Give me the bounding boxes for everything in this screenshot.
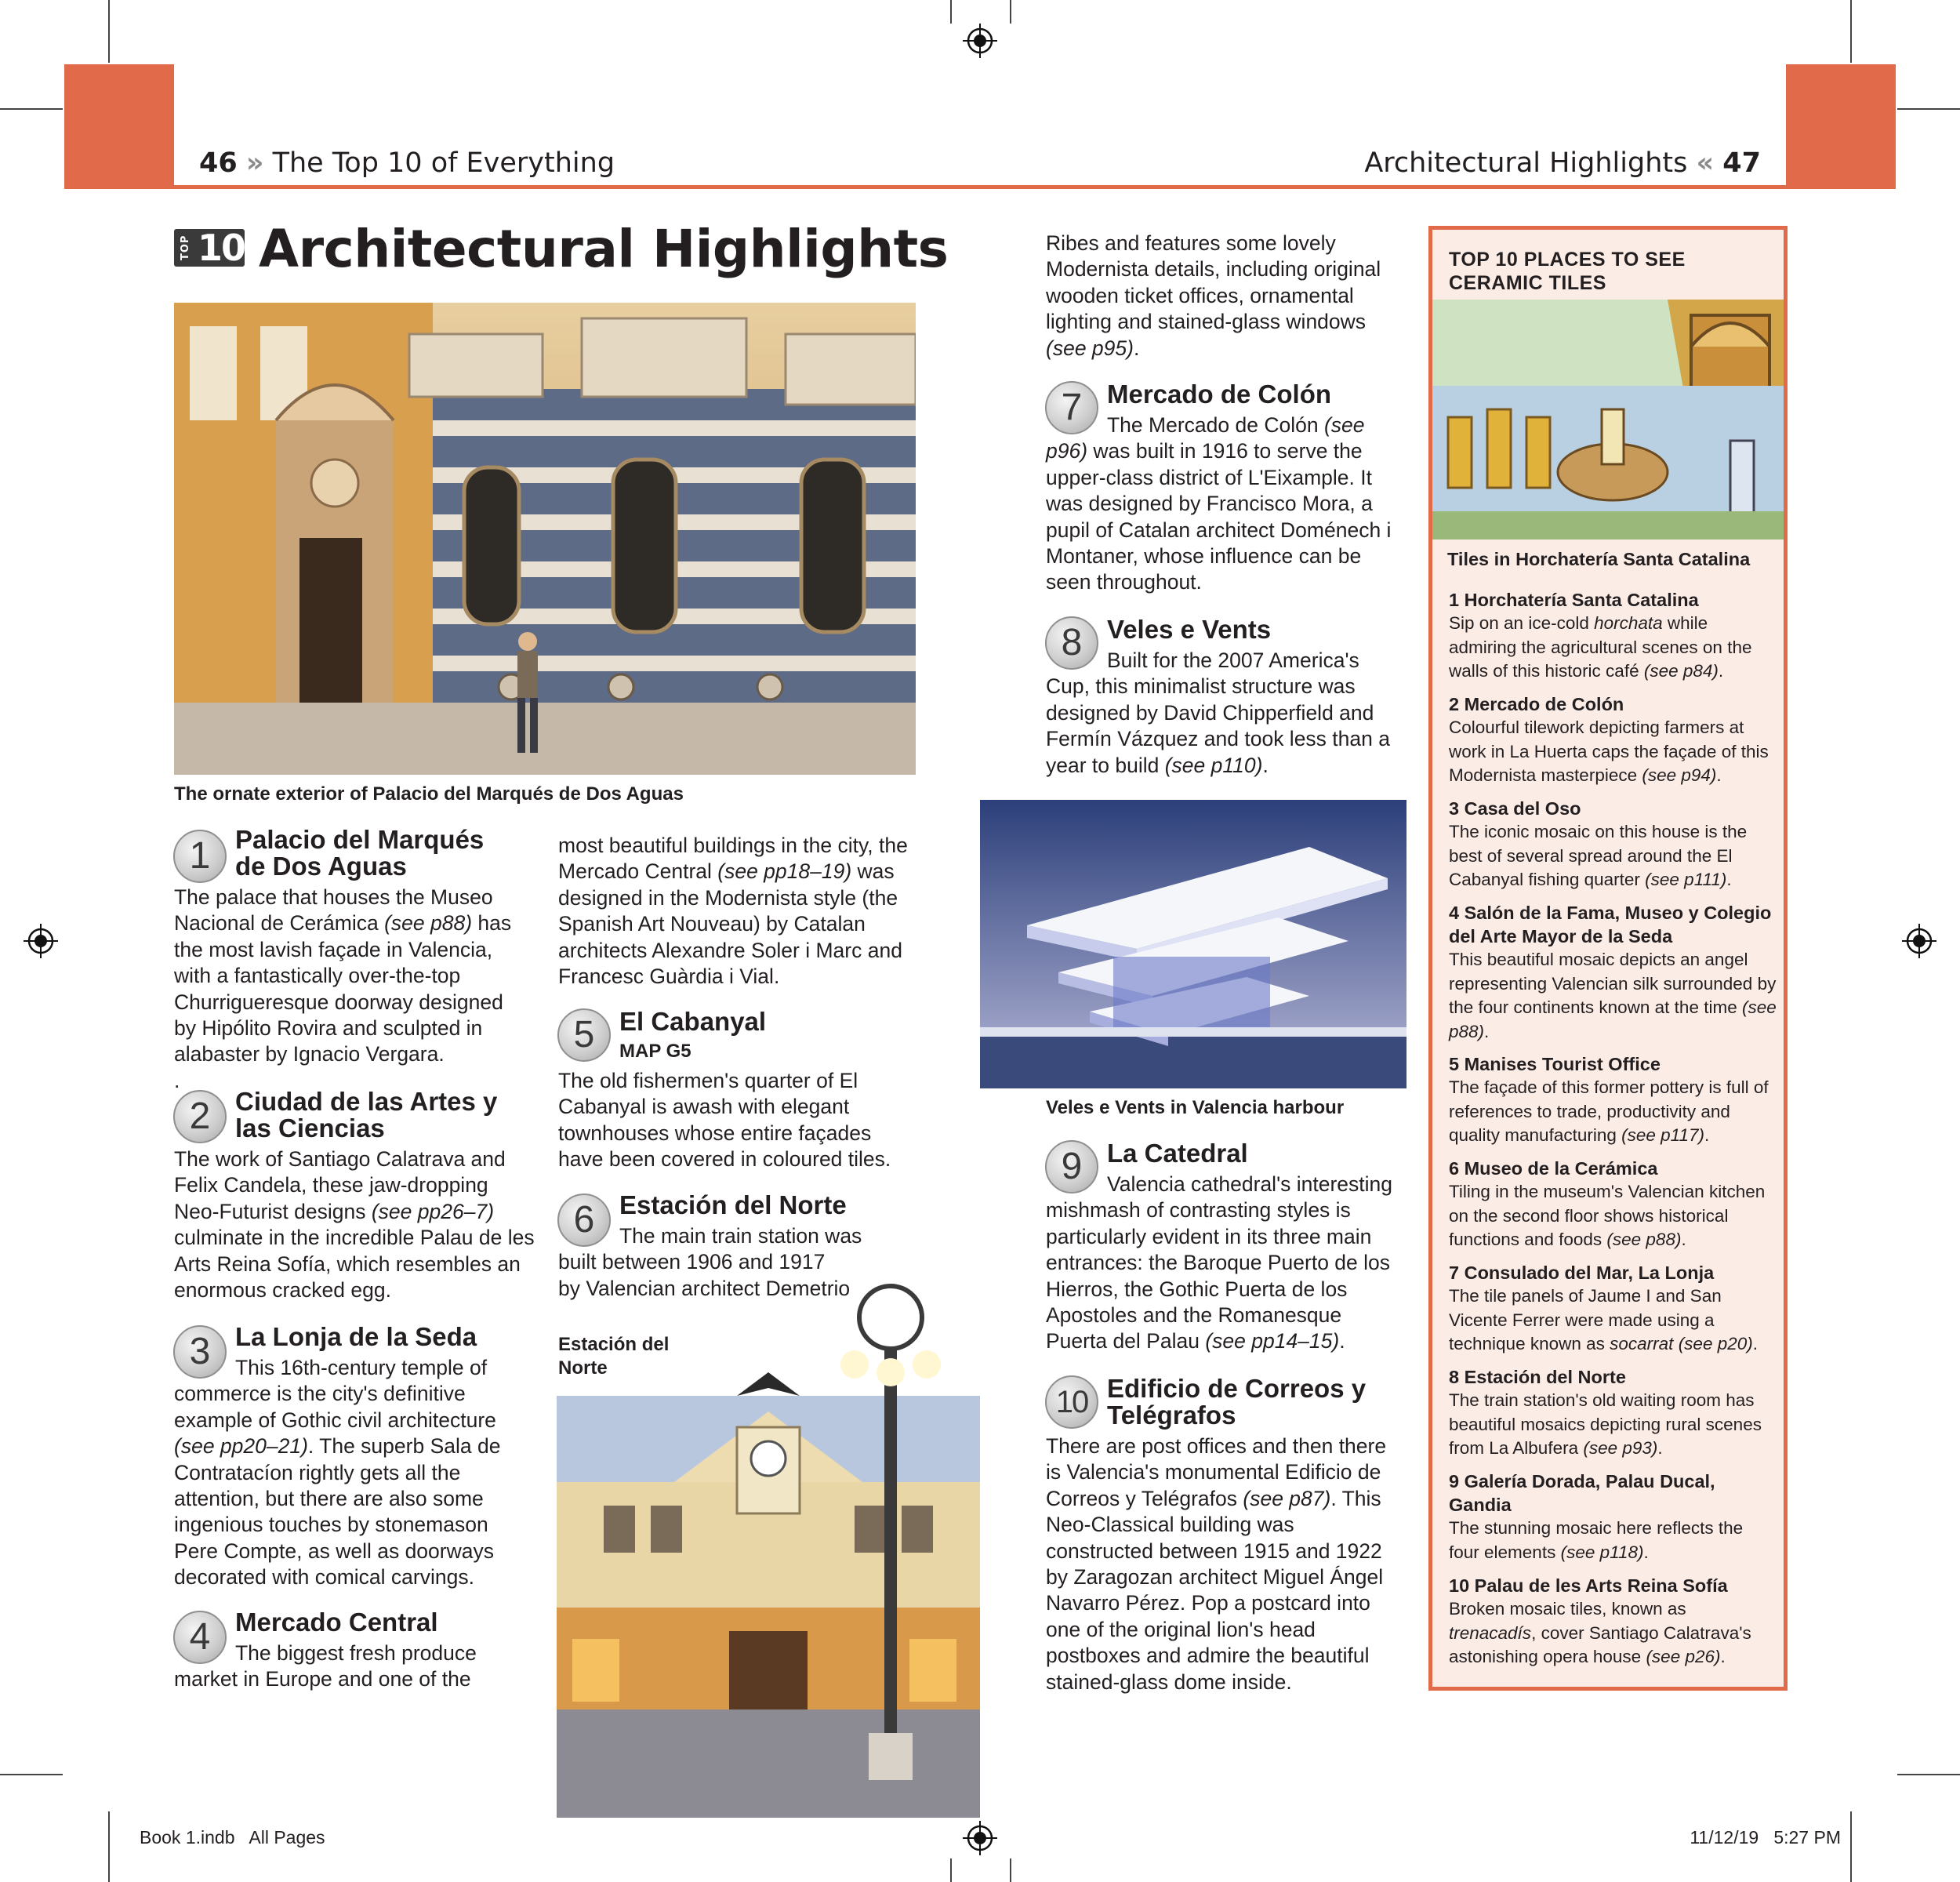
entry-title-3: La Lonja de la Seda xyxy=(235,1322,477,1351)
sidebar-title: TOP 10 PLACES TO SEE CERAMIC TILES xyxy=(1449,249,1686,294)
crop-mark xyxy=(1850,1811,1852,1882)
sidebar-item-10-text: Broken mosaic tiles, known as trenacadís, cover Santiago Calatrava's astonishing opera house (see p26). xyxy=(1449,1599,1751,1666)
sidebar-item-4-title: 4 Salón de la Fama, Museo y Colegio del Arte Mayor de la Seda xyxy=(1449,903,1772,946)
entry-title-7: Mercado de Colón xyxy=(1107,380,1332,409)
header-rule xyxy=(64,185,1896,189)
entry-text-4b: most beautiful buildings in the city, the Mercado Central (see pp18–19) was designed in the Modernista style (the Spanish Art Nouveau) by Catalan architects Alexandre Soler i Marc and Francesc Guàrdia i Vial. xyxy=(558,834,908,989)
stray-mark: . xyxy=(174,1069,180,1092)
sidebar-item-1-title: 1 Horchatería Santa Catalina xyxy=(1449,590,1699,610)
entry-number-7: 7 xyxy=(1045,381,1098,434)
crop-mark xyxy=(1897,1774,1960,1775)
page-number-right: 47 xyxy=(1722,147,1761,179)
entry-text-1: The palace that houses the Museo Nacional de Cerámica (see p88) has the most lavish façade in Valencia, with a fantastically over-the-top Churrigueresque doorway designed by Hipólito Rovira and sculpted in alabaster by Ignacio Vergara. xyxy=(174,885,512,1066)
entry-title-4: Mercado Central xyxy=(235,1608,438,1637)
entry-number-1: 1 xyxy=(173,830,227,883)
entry-text-5: The old fishermen's quarter of El Cabanyal is awash with elegant townhouses whose entire façades have been covered in coloured tiles. xyxy=(558,1069,891,1172)
sidebar-item-2-text: Colourful tilework depicting farmers at work in La Huerta caps the façade of this Modernista masterpiece (see p94). xyxy=(1449,718,1769,785)
entry-text-4a xyxy=(174,1640,524,1694)
entry-title-10: Edificio de Correos y Telégrafos xyxy=(1107,1374,1367,1430)
entry-text-9: Valencia cathedral's interesting mishmash of contrasting styles is particularly evident in its three main entrances: the Baroque Puerto de los Hierros, the Gothic Puerta de los Apostoles and the Romanesque Puerta del Palau (see pp14–15). xyxy=(1046,1172,1392,1353)
tiles-caption: Tiles in Horchatería Santa Catalina xyxy=(1447,549,1751,569)
entry-number-5: 5 xyxy=(557,1008,611,1062)
entry-text-10: There are post offices and then there is Valencia's monumental Edificio de Correos y Telégrafos (see p87). This Neo-Classical building was constructed between 1915 and 1922 by Zaragozan architect Miguel Ángel Navarro Pérez. Pop a postcard into one of the original lion's head postboxes and admire the beautiful stained-glass dome inside. xyxy=(1046,1434,1387,1694)
crop-mark xyxy=(1850,0,1852,63)
registration-mark-icon xyxy=(963,1821,997,1855)
sidebar-item-5-title: 5 Manises Tourist Office xyxy=(1449,1054,1661,1074)
veles-caption: Veles e Vents in Valencia harbour xyxy=(1046,1097,1345,1118)
registration-mark-icon xyxy=(24,924,58,958)
sidebar-item-9-title: 9 Galería Dorada, Palau Ducal, Gandia xyxy=(1449,1471,1715,1515)
top10-badge xyxy=(174,229,245,267)
sidebar-item-2-title: 2 Mercado de Colón xyxy=(1449,694,1624,714)
header-tab-right xyxy=(1786,64,1896,188)
entry-text-6c: Ribes and features some lovely Modernista details, including original wooden ticket offices, ornamental lighting and stained-glass windows (see p95). xyxy=(1046,231,1381,360)
badge-ten-label: 10 xyxy=(198,227,245,269)
crop-mark xyxy=(0,1774,63,1775)
page-number-left: 46 xyxy=(199,147,238,179)
entry-number-6: 6 xyxy=(557,1194,611,1247)
running-head-left-title: The Top 10 of Everything xyxy=(272,147,615,179)
footer-file-info: Book 1.indb All Pages xyxy=(140,1827,325,1847)
entry-title-6: Estación del Norte xyxy=(619,1190,847,1219)
palacio-illustration xyxy=(174,303,916,775)
entry-text-8: Built for the 2007 America's Cup, this minimalist structure was designed by David Chipperfield and Fermín Vázquez and took less than a year to build (see p110). xyxy=(1046,649,1390,777)
header-tab-left xyxy=(64,64,174,188)
crop-mark xyxy=(108,0,110,63)
entry-number-10: 10 xyxy=(1045,1375,1098,1429)
entry-number-3: 3 xyxy=(173,1325,227,1379)
sidebar-item-6-text: Tiling in the museum's Valencian kitchen on the second floor shows historical functions and foods (see p88). xyxy=(1449,1182,1766,1249)
page-title: Architectural Highlights xyxy=(259,219,949,279)
sidebar-item-5-text: The façade of this former pottery is full of references to trade, productivity and quality manufacturing (see p117). xyxy=(1449,1077,1769,1145)
chevron-left-icon: « xyxy=(1696,147,1715,179)
sidebar-item-4-text: This beautiful mosaic depicts an angel representing Valencian silk surrounded by the four continents known at the time (see p88). xyxy=(1449,950,1777,1041)
badge-top-label: TOP xyxy=(180,234,191,261)
palacio-caption: The ornate exterior of Palacio del Marqués de Dos Aguas xyxy=(174,783,684,805)
entry-number-8: 8 xyxy=(1045,616,1098,670)
sidebar-item-8-title: 8 Estación del Norte xyxy=(1449,1367,1626,1387)
crop-mark xyxy=(108,1811,110,1882)
tiles-photo xyxy=(1432,300,1784,540)
sidebar-item-6-title: 6 Museo de la Cerámica xyxy=(1449,1158,1658,1179)
entry-text-6a: The main train station was built between 1906 and 1917 xyxy=(558,1224,862,1274)
sidebar-item-3-title: 3 Casa del Oso xyxy=(1449,798,1581,819)
sidebar-item-10-title: 10 Palau de les Arts Reina Sofía xyxy=(1449,1575,1728,1596)
crop-mark xyxy=(950,1858,952,1882)
entry-title-8: Veles e Vents xyxy=(1107,615,1272,644)
entry-text-4-start: The biggest fresh produce market in Europe and one of the xyxy=(174,1641,477,1691)
veles-photo xyxy=(980,800,1406,1088)
sidebar-item-9-text: The stunning mosaic here reflects the four elements (see p118). xyxy=(1449,1518,1744,1562)
entry-number-9: 9 xyxy=(1045,1140,1098,1194)
entry-number-2: 2 xyxy=(173,1090,227,1143)
entry-title-1: Palacio del Marqués de Dos Aguas xyxy=(235,825,485,881)
crop-mark xyxy=(0,108,63,110)
map-reference-5: MAP G5 xyxy=(619,1041,691,1062)
sidebar-item-1-text: Sip on an ice-cold horchata while admiring the agricultural scenes on the walls of this historic café (see p84). xyxy=(1449,613,1752,681)
crop-mark xyxy=(950,0,952,24)
entry-number-4: 4 xyxy=(173,1611,227,1664)
entry-text-7: The Mercado de Colón (see p96) was built in 1916 to serve the upper-class district of L'Eixample. It was designed by Francisco Mora, a pupil of Catalan architect Doménech i Montaner, whose influence can be seen throughout. xyxy=(1046,413,1392,594)
sidebar-item-8-text: The train station's old waiting room has beautiful mosaics depicting rural scenes from La Albufera (see p93). xyxy=(1449,1390,1762,1458)
entry-title-9: La Catedral xyxy=(1107,1139,1248,1168)
entry-title-5: El Cabanyal xyxy=(619,1007,767,1036)
sidebar-item-7-title: 7 Consulado del Mar, La Lonja xyxy=(1449,1263,1715,1283)
veles-illustration xyxy=(980,800,1406,1088)
tiles-illustration xyxy=(1432,300,1784,540)
running-head-left xyxy=(199,146,615,180)
estacion-photo xyxy=(557,1270,980,1818)
sidebar-item-3-text: The iconic mosaic on this house is the best of several spread around the El Cabanyal fishing quarter (see p111). xyxy=(1449,822,1748,889)
entry-text-2: The work of Santiago Calatrava and Felix Candela, these jaw-dropping Neo-Futurist designs (see pp26–7) culminate in the incredible Palau de les Arts Reina Sofía, which resembles an enormous cracked egg. xyxy=(174,1147,535,1303)
running-head-right-title: Architectural Highlights xyxy=(1364,147,1688,179)
registration-mark-icon xyxy=(963,24,997,58)
crop-mark xyxy=(1897,108,1960,110)
running-head-right xyxy=(1364,146,1761,180)
entry-title-2: Ciudad de las Artes y las Ciencias xyxy=(235,1087,498,1143)
sidebar-item-7-text: The tile panels of Jaume I and San Vicente Ferrer were made using a technique known as socarrat (see p20). xyxy=(1449,1286,1759,1353)
registration-mark-icon xyxy=(1902,924,1936,958)
entry-text-6b: by Valencian architect Demetrio xyxy=(558,1277,851,1300)
estacion-caption: Estación del Norte xyxy=(558,1334,670,1379)
entry-text-3: This 16th-century temple of commerce is the city's definitive example of Gothic civil architecture (see pp20–21). The superb Sala de Contratacíon rightly gets all the attention, but there are also some ingenious touches by stonemason Pere Compte, as well as doorways decorated with comical carvings. xyxy=(174,1356,501,1590)
crop-mark xyxy=(1010,1858,1011,1882)
crop-mark xyxy=(1010,0,1011,24)
palacio-photo xyxy=(174,303,916,775)
chevron-right-icon: » xyxy=(245,147,264,179)
estacion-illustration xyxy=(557,1270,980,1818)
footer-timestamp: 11/12/19 5:27 PM xyxy=(1690,1827,1841,1847)
